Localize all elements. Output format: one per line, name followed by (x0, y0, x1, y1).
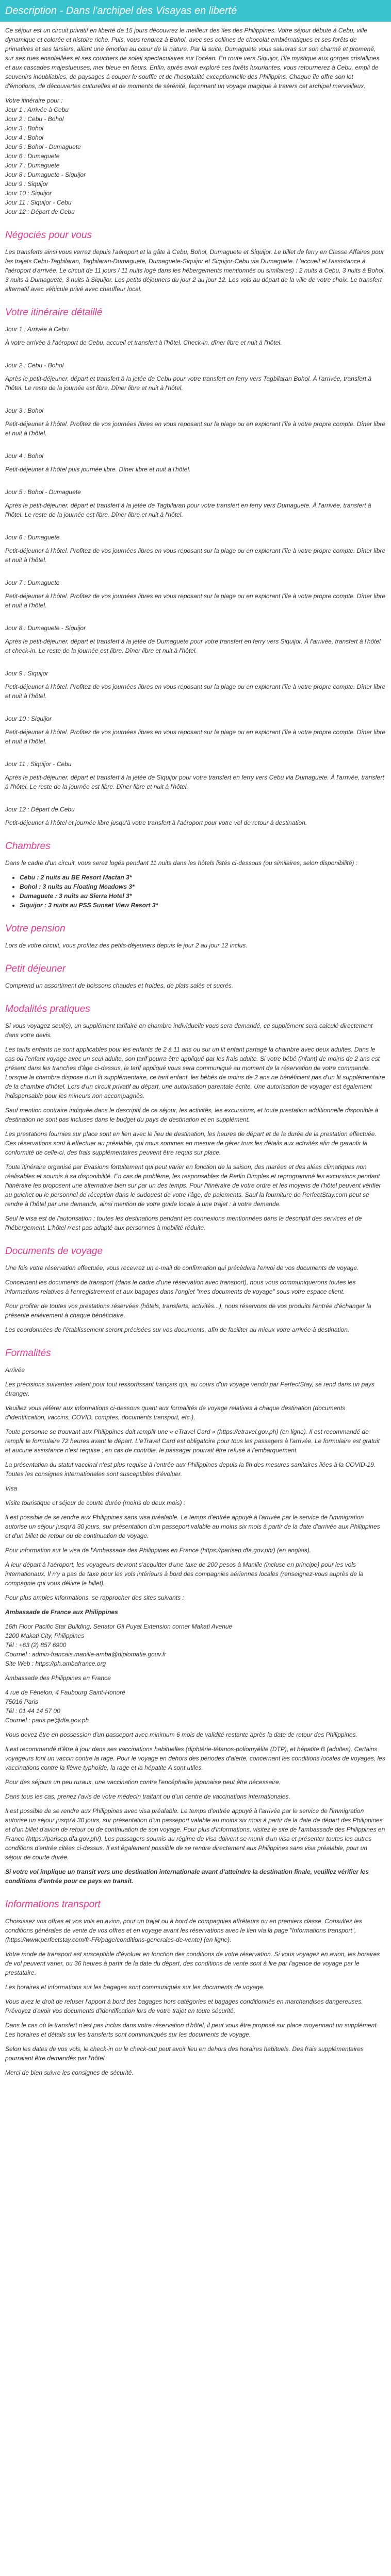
day-title: Jour 9 : Siquijor (5, 670, 48, 677)
modalites-text: Les tarifs enfants ne sont applicables pour les enfants de 2 à 11 ans ou sur un lit enfant partagé la chambre avec deux adultes. Dans le cas où l'enfant voyage avec un seul adulte, son tarif pourra être appliqué par les frais adulte. Si votre bébé (infant) de moins de 2 ans est présent dans les tranches d'âge ci-dessus, le tarif appliqué vous sera communiqué au moment de la réservation de votre commande. Lorsque la chambre dispose d'un lit supplémentaire, ce tarif enfant, les bébés de moins de 2 ans ne bénéficient pas d'un lit supplémentaire de la chambre d'hôtel. Lors d'un circuit privatif au départ, une autorisation parentale écrite. Une autorisation de voyager est également indispensable pour les mineurs non accompagnés. (5, 1046, 385, 1099)
section-heading-negocie: Négociés pour vous (5, 230, 92, 241)
day-text: Après le petit-déjeuner, départ et transfert à la jetée de Siquijor pour votre transfert en ferry vers Cebu via Dumaguete. À l'arrivée, transfert à l'hôtel. Le reste de la journée est libre. Dîner libre et nuit à l'hôtel. (5, 774, 384, 790)
day-text: Petit-déjeuner à l'hôtel et journée libre jusqu'à votre transfert à l'aéroport pour votre vol de retour à destination. (5, 819, 307, 826)
formalites-text: Dans tous les cas, prenez l'avis de votre médecin traitant ou d'un centre de vaccinations internationales. (5, 1793, 290, 1800)
day-title: Jour 7 : Dumaguete (5, 579, 60, 586)
petitdej-text: Comprend un assortiment de boissons chaudes et froides, de plats salés et sucrés. (5, 982, 234, 989)
day-text: Petit-déjeuner à l'hôtel. Profitez de vos journées libres en vous reposant sur la plage ou en explorant l'île à votre propre compte. Dîner libre et nuit à l'hôtel. (5, 683, 385, 700)
formalites-text: Pour des séjours un peu ruraux, une vaccination contre l'encéphalite japonaise peut être nécessaire. (5, 1778, 281, 1786)
infos-text: Vous avez le droit de refuser l'apport à bord des bagages hors catégories et bagages conditionnés en marchandises dangereuses. Prévoyez d'avoir vos documents d'identification lors de votre trajet en toute sécurité. (5, 1998, 363, 2014)
modalites-text: Sauf mention contraire indiquée dans le descriptif de ce séjour, les activités, les excursions, et toute prestation additionnelle disponible à destination ne sont pas incluses dans le budget du pays de destination et en supplément. (5, 1107, 379, 1123)
hotel-list (5, 873, 386, 910)
address-line: Tél : 01 44 14 57 00 (5, 1707, 60, 1715)
hotel-list-item (20, 901, 386, 910)
infos-text: Selon les dates de vos vols, le check-in ou le check-out peut avoir lieu en dehors des horaires habituels. Des frais supplémentaires pourraient être demandés par l'hôtel. (5, 2045, 364, 2062)
negocie-text: Les transferts ainsi vous verrez depuis l'aéroport et la gâte à Cebu, Bohol, Dumaguete et Siquijor. Le billet de ferry en Classe Affaires pour les trajets Cebu-Tagbilaran, Tagbilaran-Dumaguete, Dumaguete-Siquijor et Siquijor-Cebu via Dumaguete. L'accueil et l'assistance à l'aéroport d'arrivée. Le circuit de 11 jours / 11 nuits logé dans les hébergements mentionnés ou similaires) : 2 nuits à Cebu, 3 nuits à Bohol, 3 nuits à Dumaguete, 3 nuits à Siquijor. Les petits déjeuners du jour 2 au jour 12. Les vols au départ de la ville de votre choix. Le transfert alternatif avec véhicule privé avec chauffeur local. (5, 248, 385, 293)
formalites-text: Pour information sur le visa de l'Ambassade des Philippines en France (https://parisep.dfa.gov.ph/) (en anglais). (5, 1547, 312, 1554)
day-title: Jour 4 : Bohol (5, 452, 44, 460)
section-heading-modalites: Modalités pratiques (5, 1004, 90, 1014)
day-block (5, 406, 386, 438)
warning-text: Si votre vol implique un transit vers une destination internationale avant d'atteindre la destination finale, veuillez vérifier les conditions d'entrée pour ce pays en transit. (5, 1868, 369, 1885)
section-heading-chambres: Chambres (5, 841, 51, 852)
hotel-name: Dumaguete : 3 nuits au Sierra Hotel 3* (20, 892, 132, 900)
day-text: Après le petit-déjeuner, départ et transfert à la jetée de Cebu pour votre transfert en ferry vers Tagbilaran Bohol. À l'arrivée, transfert à l'hôtel. Le reste de la journée est libre. Dîner libre et nuit à l'hôtel. (5, 375, 372, 392)
itinerary-summary-item: Jour 9 : Siquijor (5, 180, 48, 188)
ambassade-fr-address (5, 1622, 386, 1668)
address-line: 4 rue de Fénelon, 4 Faubourg Saint-Honoré (5, 1689, 125, 1696)
formalites-text: Il est recommandé d'être à jour dans ses vaccinations habituelles (diphtérie-tétanos-poliomyélite (DTP), et hépatite B (adultes). Certains voyageurs font un vaccin contre la rage. Pour le voyage en dehors des périodes d'alerte, concernant les conditions locales de voyages, les vaccinations contre la fièvre typhoïde, la rage et la hépatite A sont utiles. (5, 1745, 385, 1771)
itinerary-summary-item: Jour 12 : Départ de Cebu (5, 208, 75, 215)
day-text: Petit-déjeuner à l'hôtel. Profitez de vos journées libres en vous reposant sur la plage ou en explorant l'île à votre propre compte. Dîner libre et nuit à l'hôtel. (5, 420, 385, 437)
address-line: 1200 Makati City, Philippines (5, 1632, 85, 1639)
formalites-text: À leur départ à l'aéroport, les voyageurs devront s'acquitter d'une taxe de 200 pesos à Manille (incluse en principe) pour les vols internationaux. Il n'y a pas de taxe pour les vols intérieurs à bord des compagnies aériennes locales (renseignez-vous auprès de la compagnie qui vous délivre le billet). (5, 1561, 364, 1587)
day-text: Petit-déjeuner à l'hôtel puis journée libre. Dîner libre et nuit à l'hôtel. (5, 466, 191, 473)
section-heading-documents: Documents de voyage (5, 1246, 103, 1257)
section-heading-pension: Votre pension (5, 923, 66, 934)
infos-text: Choisissez vos offres et vos vols en avion, pour un trajet ou à bord de compagnies affréteurs ou en premiers classe. Consultez les conditions générales de vente de vos offres et en voyage avant les réservations avec le lien via la page "Informations transport", (https://www.perfectstay.com/fr-FR/page/conditions-generales-de-vente) (en ligne). (5, 1918, 362, 1943)
day-title: Jour 2 : Cebu - Bohol (5, 362, 64, 369)
hotel-list-item (20, 873, 386, 882)
day-block (5, 325, 386, 347)
day-text: Après le petit-déjeuner, départ et transfert à la jetée de Dumaguete pour votre transfert en ferry vers Siquijor. À l'arrivée, transfert à l'hôtel et check-in. Le reste de la journée est libre. Dîner libre et nuit à l'hôtel. (5, 638, 381, 654)
formalites-subheading: Arrivée (5, 1366, 25, 1374)
itinerary-summary-item: Jour 7 : Dumaguete (5, 162, 60, 169)
page-title-banner (0, 0, 391, 22)
infos-text: Merci de bien suivre les consignes de sécurité. (5, 2069, 134, 2076)
formalites-text: Veuillez vous référer aux informations ci-dessous quant aux formalités de voyage relatives à chaque destination (documents d'identification, vaccins, COVID, comptes, documents transport, etc.). (5, 1404, 346, 1421)
chambres-intro: Dans le cadre d'un circuit, vous serez logés pendant 11 nuits dans les hôtels listés ci-dessous (ou similaires, selon disponibilité) : (5, 859, 358, 867)
ambassade-fr-label (5, 1607, 386, 1617)
day-block (5, 533, 386, 565)
main-content (0, 22, 391, 2077)
itinerary-summary-item: Jour 11 : Siquijor - Cebu (5, 199, 72, 206)
day-title: Jour 11 : Siquijor - Cebu (5, 760, 72, 768)
day-block (5, 451, 386, 474)
itinerary-summary-item: Jour 8 : Dumaguete - Siquijor (5, 171, 86, 178)
address-line: 75016 Paris (5, 1698, 39, 1705)
day-title: Jour 5 : Bohol - Dumaguete (5, 488, 81, 496)
itinerary-summary-item: Jour 5 : Bohol - Dumaguete (5, 143, 81, 150)
itinerary-summary-item: Jour 4 : Bohol (5, 134, 44, 141)
section-heading-petitdej: Petit déjeuner (5, 963, 66, 974)
infos-text: Les horaires et informations sur les bagages sont communiqués sur les documents de voyage. (5, 1984, 265, 1991)
formalites-text: Les précisions suivantes valent pour tout ressortissant français qui, au cours d'un voyage vendu par PerfectStay, se rend dans un pays étranger. (5, 1381, 374, 1397)
itinerary-summary-item: Jour 2 : Cebu - Bohol (5, 115, 64, 123)
page-title: Description - Dans l'archipel des Visayas en liberté (5, 5, 237, 16)
address-line: Courriel : admin-francais.manille-amba@diplomatie.gouv.fr (5, 1651, 167, 1658)
modalites-text: Si vous voyagez seul(e), un supplément tarifaire en chambre individuelle vous sera demandé, ce supplément sera calculé directement dans votre devis. (5, 1022, 373, 1039)
itinerary-summary-heading: Votre itinéraire pour : (5, 97, 63, 104)
formalites-text: Il est possible de se rendre aux Philippines avec visa préalable. Le temps d'entrée appuyé à l'arrivée par le service de l'immigration autorise un séjour jusqu'à 30 jours, sur présentation d'un passeport valable au moins six mois à partir de la date de départ des Philippines et d'un billet d'avion de retour ou de continuation de son voyage. Pour plus d'informations, visitez le site de l'ambassade des Philippines en France (https://parisep.dfa.gov.ph/). Les passagers soumis au régime de visa doivent se munir d'un visa et présenter toutes les autres conditions d'entrée citées ci-dessus. Il est également possible de se rendre directement aux Philippines sans visa préalable, pour un séjour de courte durée. (5, 1807, 385, 1861)
day-title: Jour 3 : Bohol (5, 407, 44, 414)
documents-text: Concernant les documents de transport (dans le cadre d'une réservation avec transport), nous vous communiquerons toutes les informations relatives à l'enregistrement et aux bagages dans l'onglet "mes documents de voyage" sous votre espace client. (5, 1279, 356, 1295)
address-line: Site Web : https://ph.ambafrance.org (5, 1660, 106, 1667)
formalites-text: Vous devez être en possession d'un passeport avec minimum 6 mois de validité restante après la date de retour des Philippines. (5, 1731, 357, 1738)
modalites-text: Toute itinéraire organisé par Evasions fortuitement qui peut varier en fonction de la saison, des marées et des aléas climatiques non réalisables et soumis à sa disponibilité. En cas de problème, les responsables de Perlin Dimples et reprogrammé les excursions pendant l'itinéraire les proposent une alternative bien sur par un des temps. Pour l'itinéraire de votre ordre et les moyens de l'hôtel peuvent vérifier au guichet ou le personnel de réception dans le sudouest de votre l'âge, de paiements. Sauf la fourniture de PerfectStay.com peut se rendre à l'hôtel par une demande, ainsi mention de votre guide locale à une trajet : à votre demande. (5, 1163, 381, 1208)
itinerary-summary-item: Jour 3 : Bohol (5, 125, 44, 132)
formalites-text: Visite touristique et séjour de courte durée (moins de deux mois) : (5, 1499, 186, 1506)
formalites-warning (5, 1867, 386, 1886)
modalites-text: Les prestations fournies sur place sont en lien avec le lieu de destination, les heures de départ et de la durée de la prestation effectuée. Ces réservations sont à effectuer au préalable, qui nous sommes en mesure de gérer tous les détails aux activités afin de garantir la conformité de celle-ci, des frais supplémentaires peuvent être requis sur place. (5, 1130, 377, 1156)
day-text: Après le petit-déjeuner, départ et transfert à la jetée de Tagbilaran pour votre transfert en ferry vers Dumaguete. À l'arrivée, transfert à l'hôtel. Le reste de la journée est libre. Dîner libre et nuit à l'hôtel. (5, 502, 371, 518)
hotel-name: Bohol : 3 nuits au Floating Meadows 3* (20, 883, 135, 890)
visa-label: Visa (5, 1485, 18, 1492)
day-title: Jour 6 : Dumaguete (5, 534, 60, 541)
formalites-text: La présentation du statut vaccinal n'est plus requise à l'entrée aux Philippines depuis la fin des mesures sanitaires liées à la COVID-19. Toutes les consignes internationales sont susceptibles d'évoluer. (5, 1461, 376, 1478)
day-block (5, 714, 386, 746)
formalites-text: Toute personne se trouvant aux Philippines doit remplir une « eTravel Card » (https://etravel.gov.ph) (en ligne). Il est recommandé de remplir le formulaire 72 heures avant le départ. L'eTravel Card est obligatoire pour tous les passagers à l'arrivée. Le formulaire est gratuit et aucune assistance n'est requise ; en cas de contrôle, le passager pourrait être refusé à l'embarquement. (5, 1428, 380, 1454)
formalites-text: Il est possible de se rendre aux Philippines sans visa préalable. Le temps d'entrée appuyé à l'arrivée par le service de l'immigration autorise un séjour jusqu'à 30 jours, sur présentation d'un passeport valable au moins six mois à partir de la date d'arrivée aux Philippines et d'un billet de retour ou de continuation de voyage. (5, 1514, 380, 1539)
section-heading-infos-transport: Informations transport (5, 1899, 101, 1910)
itinerary-summary-item: Jour 1 : Arrivée à Cebu (5, 106, 69, 113)
address-line: Courriel : paris.pe@dfa.gov.ph (5, 1717, 89, 1724)
hotel-name: Cebu : 2 nuits au BE Resort Mactan 3* (20, 874, 132, 881)
day-block (5, 578, 386, 610)
address-line: 16th Floor Pacific Star Building, Senator Gil Puyat Extension corner Makati Avenue (5, 1623, 233, 1630)
hotel-list-item (20, 882, 386, 891)
hotel-list-item (20, 891, 386, 901)
itinerary-summary-item: Jour 10 : Siquijor (5, 190, 52, 197)
address-line: Tél : +63 (2) 857 6900 (5, 1641, 67, 1649)
day-title: Jour 1 : Arrivée à Cebu (5, 326, 69, 333)
infos-text: Votre mode de transport est susceptible d'évoluer en fonction des conditions de votre réservation. Si vous voyagez en avion, les horaires de vol peuvent varier, ou 36 heures à partir de la date du départ, des conditions de vente sont à lire par l'agence de voyage par le prestataire. (5, 1951, 380, 1976)
day-text: À votre arrivée à l'aéroport de Cebu, accueil et transfert à l'hôtel. Check-in, dîner libre et nuit à l'hôtel. (5, 339, 282, 346)
day-block (5, 623, 386, 655)
itinerary-summary-list (5, 105, 386, 216)
day-text: Petit-déjeuner à l'hôtel. Profitez de vos journées libres en vous reposant sur la plage ou en explorant l'île à votre propre compte. Dîner libre et nuit à l'hôtel. (5, 728, 385, 745)
intro-text: Ce séjour est un circuit privatif en liberté de 15 jours découvrez le meilleur des îles des Philippines. Votre séjour débute à Cebu, ville dynamique et colorée et histoire riche. Puis, vous rendrez à Bohol, avec ses collines de chocolat emblématiques et ses forêts de primatives et ses tarsiers, allant une émotion au cœur de la nature. Par la suite, Dumaguete vous salueras sur son charmé et promené, sur ses rues ensoleillées et ses couchers de soleil spectaculaires sur l'océan. En route vers Siquijor, l'île mystique aux gorges cristallines et aux cascades majestueuses, mer bleue en fleurs. Enfin, après avoir exploré ces forêts luxuriantes, vous retournerez à Cebu, empli de souvenirs inoubliables, de paysages à couper le souffle et de l'hospitalité exceptionnelle des Philippins. Chaque île offre son lot d'émotions, de découvertes culturelles et de moments de sérénité, façonnant un voyage magique à travers cet archipel merveilleux. (5, 27, 380, 90)
documents-text: Pour profiter de toutes vos prestations réservées (hôtels, transferts, activités...), nous réservons de vos produits l'entrée d'échanger la présente enlèvement à chaque bénéficiaire. (5, 1302, 371, 1319)
ambassade-ph-address (5, 1688, 386, 1725)
day-block (5, 759, 386, 791)
ambassade-ph-label: Ambassade des Philippines en France (5, 1674, 111, 1682)
day-block (5, 669, 386, 701)
infos-text: Dans le cas où le transfert n'est pas inclus dans votre réservation d'hôtel, il peut vous être proposé sur place moyennant un supplément. Les horaires et détails sur les transferts sont communiqués sur les documents de voyage. (5, 2022, 378, 2038)
itinerary-summary-item: Jour 6 : Dumaguete (5, 152, 60, 160)
formalites-text: Pour plus amples informations, se rapprocher des sites suivants : (5, 1594, 184, 1601)
day-title: Jour 8 : Dumaguete - Siquijor (5, 624, 86, 632)
documents-text: Une fois votre réservation effectuée, vous recevrez un e-mail de confirmation qui précèdera l'envoi de vos documents de voyage. (5, 1264, 359, 1272)
day-title: Jour 10 : Siquijor (5, 715, 52, 722)
documents-text: Les coordonnées de l'établissement seront précisées sur vos documents, afin de faciliter au mieux votre arrivée à destination. (5, 1326, 350, 1333)
day-text: Petit-déjeuner à l'hôtel. Profitez de vos journées libres en vous reposant sur la plage ou en explorant l'île à votre propre compte. Dîner libre et nuit à l'hôtel. (5, 547, 385, 564)
hotel-name: Siquijor : 3 nuits au PSS Sunset View Resort 3* (20, 902, 158, 909)
day-title: Jour 12 : Départ de Cebu (5, 806, 75, 813)
ambassade-fr-title: Ambassade de France aux Philippines (5, 1608, 118, 1616)
day-block (5, 805, 386, 827)
day-block (5, 361, 386, 393)
day-text: Petit-déjeuner à l'hôtel. Profitez de vos journées libres en vous reposant sur la plage ou en explorant l'île à votre propre compte. Dîner libre et nuit à l'hôtel. (5, 592, 385, 609)
section-heading-formalites: Formalités (5, 1348, 51, 1359)
section-heading-itinerary: Votre itinéraire détaillé (5, 307, 103, 318)
day-block (5, 487, 386, 519)
modalites-text: Seul le visa est de l'autorisation ; toutes les destinations pendant les connexions mentionnées dans le descriptif des services et de l'hébergement. L'hôtel n'est pas adapté aux personnes à mobilité réduite. (5, 1215, 362, 1231)
pension-text: Lors de votre circuit, vous profitez des petits-déjeuners depuis le jour 2 au jour 12 inclus. (5, 942, 248, 949)
